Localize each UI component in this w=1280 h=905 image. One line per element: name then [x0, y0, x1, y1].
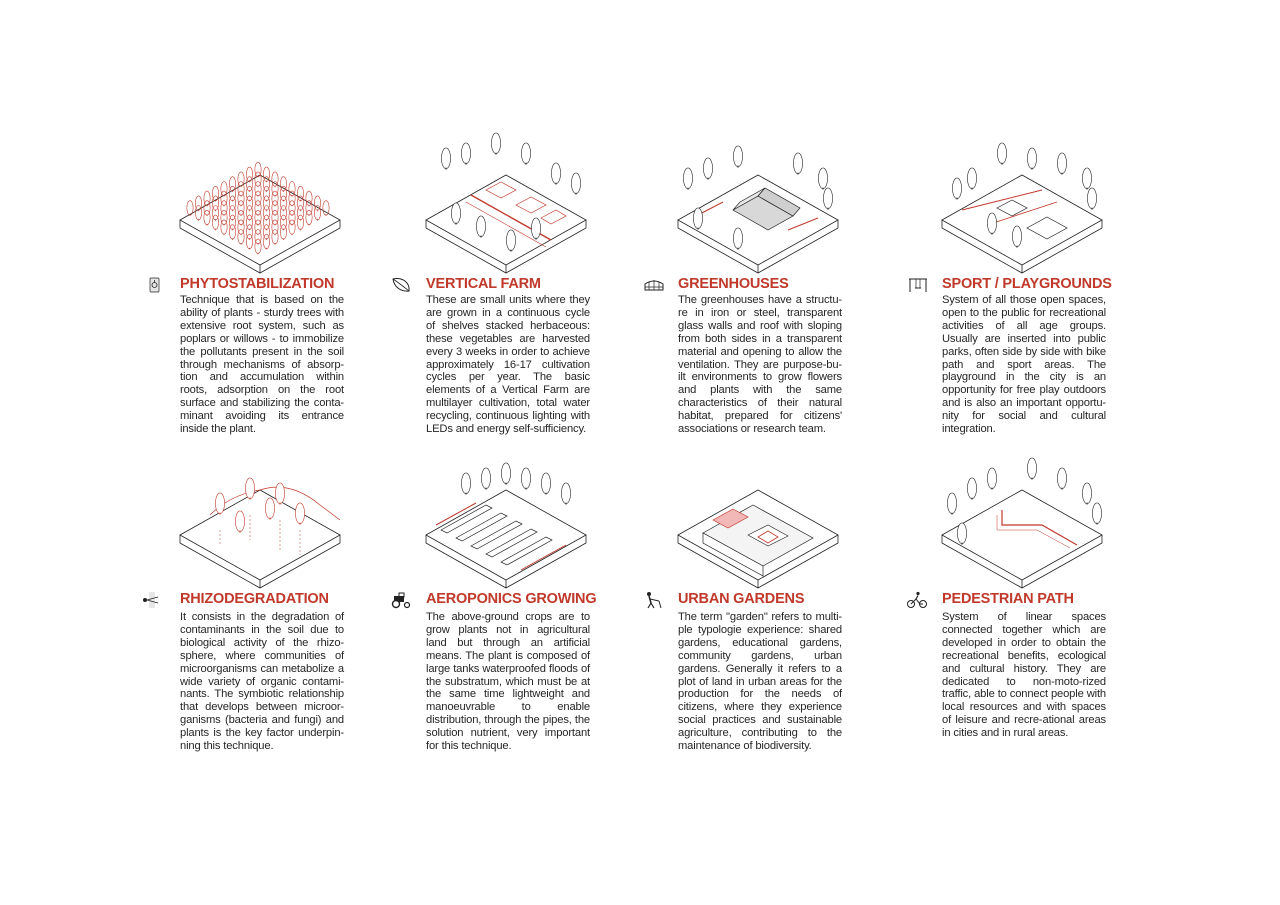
aeroponics-illustration: [426, 445, 606, 595]
tree-icon: [481, 468, 490, 490]
tree-icon: [1092, 503, 1101, 525]
tree-icon: [521, 143, 530, 165]
urban-gardens-illustration: [678, 445, 858, 595]
tree-icon: [246, 167, 252, 182]
greenhouse-icon: [643, 276, 665, 294]
sport-playgrounds-illustration: [942, 130, 1122, 280]
tree-icon: [997, 143, 1006, 165]
tree-icon: [952, 178, 961, 200]
text-rhizodegradation: It consists in the degradation of contaminants in the soil due to biological activity of the rhizo-sphere, where communities of microorganisms can metabolize a wide variety of organic contami-nants. The symbiotic relationship that develops between microor-ganisms (bacteria and fungi) and plants is the key factor underpin-ning this technique.: [180, 611, 344, 753]
tree-icon: [683, 168, 692, 190]
isometric-plot: [426, 130, 606, 280]
tree-icon: [204, 191, 210, 206]
text-vertical-farm: These are small units where they are grown in a continuous cycle of shelves stacked herbaceous: these vegetables are harvested every 3 weeks in order to achieve approximately 16-17 cultivation cycles per year. The basic elements of a Vertical Farm are multilayer cultivation, total water recycling, continuous lighting with LEDs and energy self-sufficiency.: [426, 294, 590, 436]
isometric-plot: [180, 130, 360, 280]
tree-icon: [967, 168, 976, 190]
title-phytostabilization: PHYTOSTABILIZATION: [180, 276, 335, 292]
title-greenhouses: GREENHOUSES: [678, 276, 789, 292]
tree-icon: [967, 478, 976, 500]
pedestrian-path-illustration: [942, 445, 1122, 595]
tree-icon: [229, 177, 235, 192]
tree-icon: [255, 162, 261, 177]
tree-icon: [441, 148, 450, 170]
tree-icon: [461, 473, 470, 495]
text-sport-playgrounds: System of all those open spaces, open to the public for recreational activities of all age groups. Usually are inserted into public parks, often side by side with bike path and sport areas. The playground in the city is an opportunity for free play outdoors and is also an important opportu-nity for social and cultural integration.: [942, 294, 1106, 436]
tree-icon: [212, 186, 218, 201]
isometric-plot: [942, 445, 1122, 595]
roots-icon: [140, 591, 162, 609]
text-urban-gardens: The term "garden" refers to multi-ple typologie experience: shared gardens, educational gardens, community gardens, urban gardens. Generally it refers to a plot of land in urban areas for the production for the needs of citizens, where they experience social practices and sustainable agriculture, contributing to the maintenance of biodiversity.: [678, 611, 842, 753]
tree-icon: [521, 468, 530, 490]
isometric-plot: [678, 130, 858, 280]
tree-icon: [793, 153, 802, 175]
tree-icon: [238, 172, 244, 187]
tree-icon: [1082, 483, 1091, 505]
tree-icon: [703, 158, 712, 180]
tree-icon: [1027, 148, 1036, 170]
title-sport-playgrounds: SPORT / PLAYGROUNDS: [942, 276, 1112, 292]
text-pedestrian-path: System of linear spaces connected together which are developed in order to obtain the recreational benefits, ecological and cultural history. They are dedicated to non-moto-rized traffic, able to connect people with local resources and with spaces of leisure and recre-ational areas in cities and in rural areas.: [942, 611, 1106, 740]
phytostabilization-illustration: [180, 130, 360, 280]
hand-plant-icon: [146, 276, 168, 294]
title-rhizodegradation: RHIZODEGRADATION: [180, 591, 329, 607]
gardener-icon: [643, 591, 665, 609]
tree-icon: [1057, 153, 1066, 175]
tree-icon: [561, 483, 570, 505]
swing-icon: [907, 276, 929, 294]
tree-icon: [1057, 468, 1066, 490]
tree-icon: [823, 188, 832, 210]
tree-icon: [1087, 188, 1096, 210]
tree-icon: [501, 463, 510, 485]
vertical-farm-illustration: [426, 130, 606, 280]
tree-icon: [491, 133, 500, 155]
tree-icon: [541, 473, 550, 495]
tree-icon: [987, 468, 996, 490]
isometric-plot: [180, 445, 360, 595]
title-aeroponics-growing: AEROPONICS GROWING: [426, 591, 597, 607]
title-vertical-farm: VERTICAL FARM: [426, 276, 541, 292]
tree-icon: [571, 173, 580, 195]
cyclist-icon: [906, 591, 928, 609]
tree-icon: [195, 196, 201, 211]
tree-icon: [551, 163, 560, 185]
tree-icon: [818, 168, 827, 190]
tree-icon: [221, 182, 227, 197]
text-greenhouses: The greenhouses have a structu-re in iron or steel, transparent glass walls and roof with sloping from both sides in a transparent material and opening to allow the ventilation. They are purpose-bu-ilt environments to grow flowers and plants with the same characteristics of their natural habitat, prepared for citizens' associations or research team.: [678, 294, 842, 436]
rhizodegradation-illustration: [180, 445, 360, 595]
greenhouses-illustration: [678, 130, 858, 280]
tractor-icon: [390, 591, 412, 609]
tree-icon: [187, 201, 193, 216]
title-urban-gardens: URBAN GARDENS: [678, 591, 805, 607]
isometric-plot: [678, 445, 858, 595]
text-aeroponics-growing: The above-ground crops are to grow plants not in agricultural land but through an artificial means. The plant is composed of large tanks waterproofed floods of the substratum, which must be at the same time lightweight and manoeuvrable to enable distribution, through the pipes, the solution nutrient, very important for this technique.: [426, 611, 590, 753]
tree-icon: [461, 143, 470, 165]
tree-icon: [1082, 168, 1091, 190]
tree-icon: [947, 493, 956, 515]
tree-icon: [733, 146, 742, 168]
isometric-plot: [942, 130, 1122, 280]
title-pedestrian-path: PEDESTRIAN PATH: [942, 591, 1074, 607]
isometric-plot: [426, 445, 606, 595]
tree-icon: [1027, 458, 1036, 480]
text-phytostabilization: Technique that is based on the ability of plants - sturdy trees with extensive root system, such as poplars or willows - to immobilize the pollutants present in the soil through mechanisms of absorp-tion and accumulation within roots, adsorption on the root surface and stabilizing the conta-minant avoiding its entrance inside the plant.: [180, 294, 344, 436]
leaf-icon: [390, 276, 412, 294]
